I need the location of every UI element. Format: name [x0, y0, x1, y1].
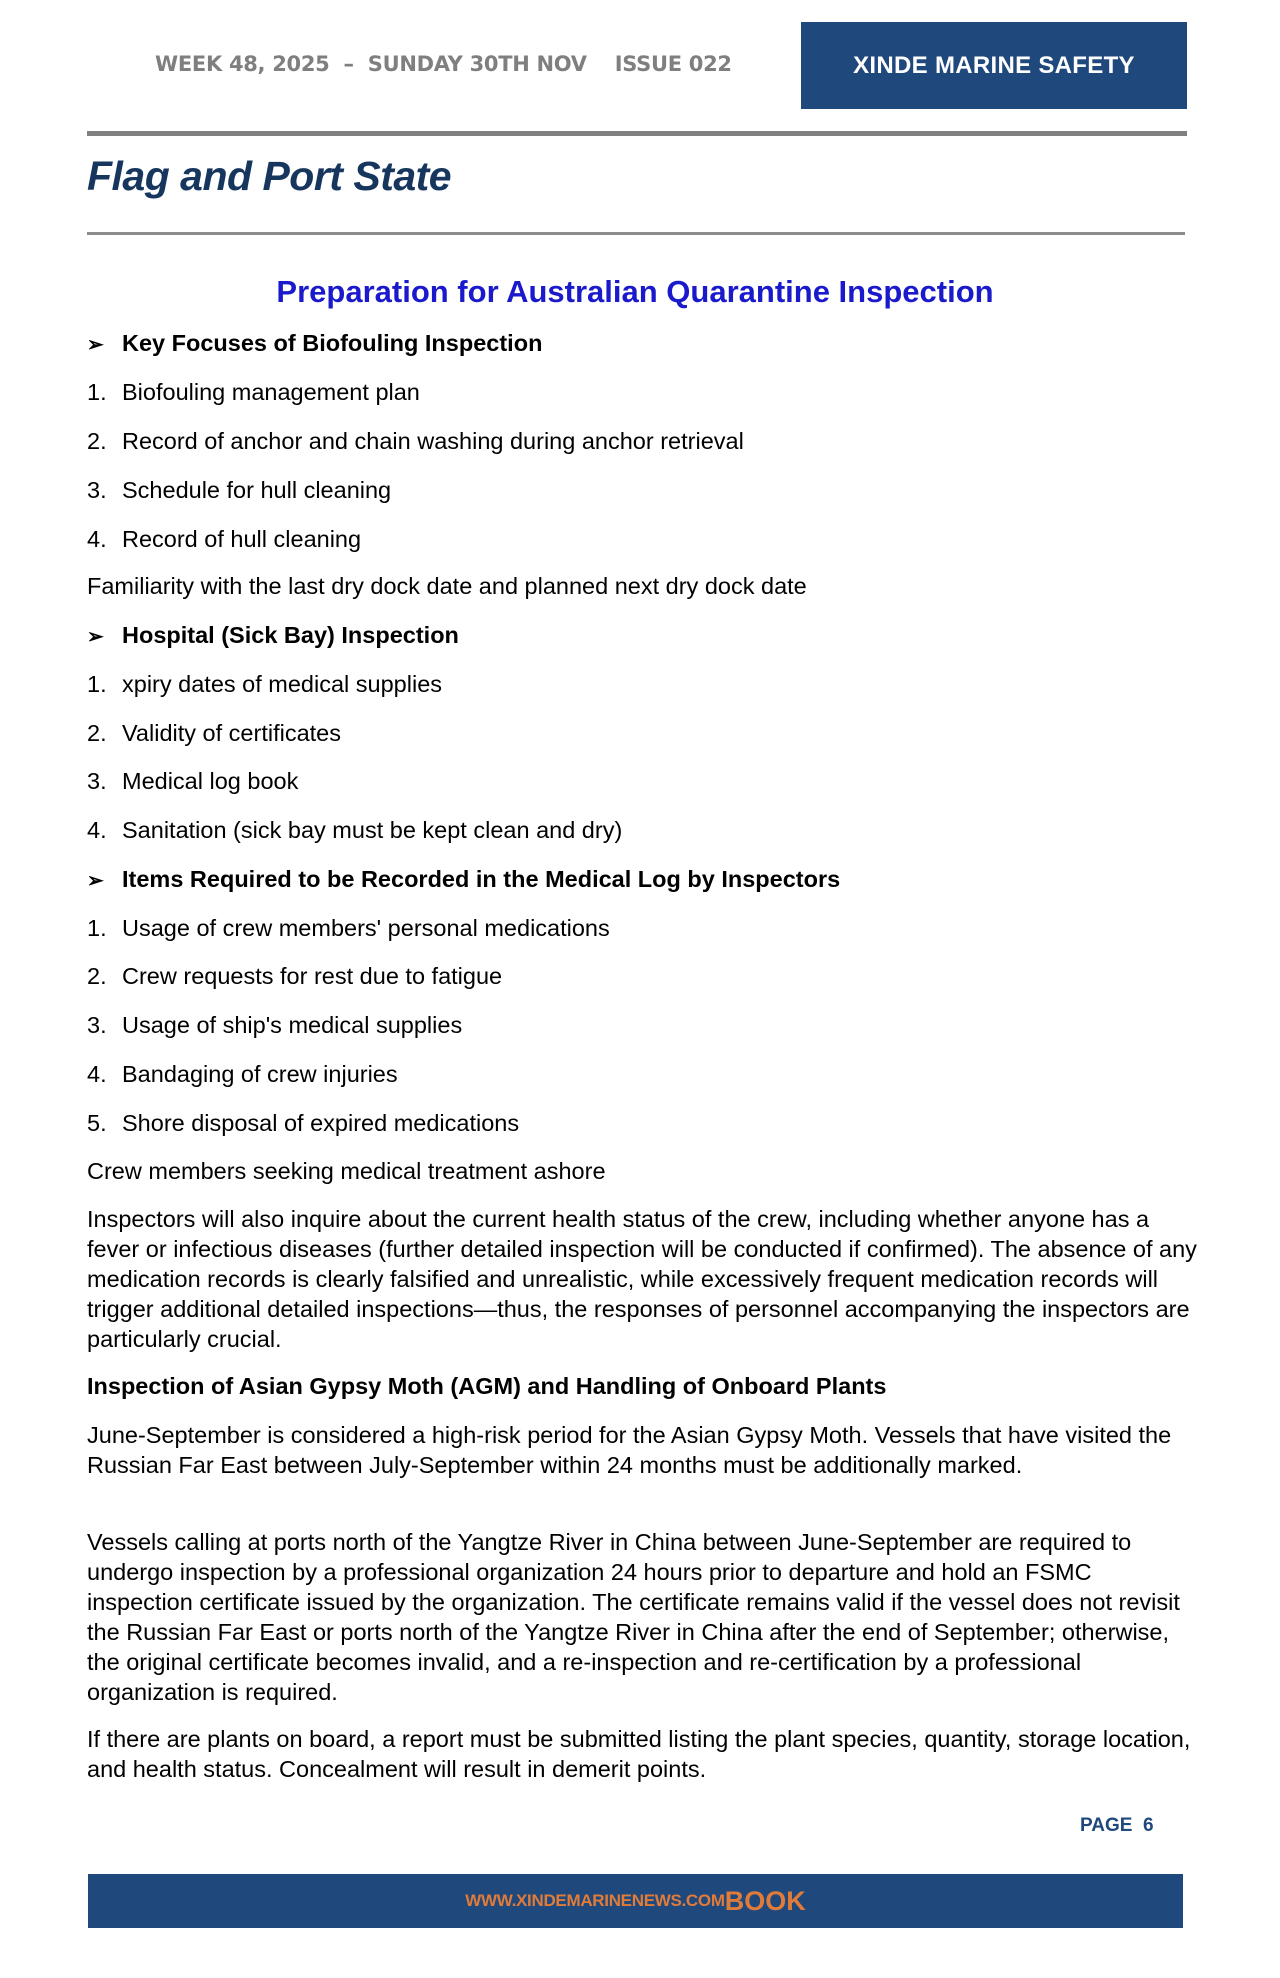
brand-banner: [801, 22, 1187, 109]
list-item: 2. Crew requests for rest due to fatigue: [87, 963, 503, 989]
brand-name: XINDE MARINE SAFETY: [853, 51, 1135, 79]
footer-url-link[interactable]: WWW.XINDEMARINENEWS.COM: [465, 1891, 725, 1910]
arrow-bullet-icon: ➢: [87, 870, 104, 892]
section-heading-hospital: ➢ Hospital (Sick Bay) Inspection: [87, 620, 459, 652]
footer-bar: [88, 1874, 1183, 1928]
section-heading-medical-log: ➢ Items Required to be Recorded in the Medical Log by Inspectors: [87, 864, 840, 896]
list-item: 2. Validity of certificates: [87, 720, 341, 746]
section-heading-biofouling: ➢ Key Focuses of Biofouling Inspection: [87, 328, 542, 360]
list-item: 3. Schedule for hull cleaning: [87, 477, 392, 503]
list-item: 4. Bandaging of crew injuries: [87, 1061, 398, 1087]
arrow-bullet-icon: ➢: [87, 626, 104, 648]
paragraph-health-status: Inspectors will also inquire about the current health status of the crew, including whether anyone has a fever or infectious diseases (further detailed inspection will be conducted if confirmed). The absence of any medication records is clearly falsified and unrealistic, while excessively frequent medication records will trigger additional detailed inspections—thus, the responses of personnel accompanying the inspectors are particularly crucial.: [87, 1206, 1197, 1352]
list-item: 5. Shore disposal of expired medications: [87, 1110, 520, 1136]
arrow-bullet-icon: ➢: [87, 334, 104, 356]
page-number: PAGE 6: [1080, 1815, 1154, 1836]
list-item: 3. Usage of ship's medical supplies: [87, 1012, 463, 1038]
agm-heading: Inspection of Asian Gypsy Moth (AGM) and Handling of Onboard Plants: [87, 1373, 887, 1399]
issue-line: WEEK 48, 2025 – SUNDAY 30TH NOV ISSUE 022: [155, 52, 732, 76]
list-item: 4. Record of hull cleaning: [87, 526, 362, 552]
list-item: 4. Sanitation (sick bay must be kept clean and dry): [87, 817, 623, 843]
footer-book-label: BOOK: [724, 1885, 806, 1916]
list-item: 1. Usage of crew members' personal medications: [87, 915, 610, 941]
section-note: Crew members seeking medical treatment ashore: [87, 1158, 606, 1184]
list-item: 1. xpiry dates of medical supplies: [87, 671, 443, 697]
section-divider: [87, 232, 1185, 235]
article-title: Preparation for Australian Quarantine Inspection: [276, 274, 994, 309]
paragraph-agm-period: June-September is considered a high-risk period for the Asian Gypsy Moth. Vessels that have visited the Russian Far East between July-September within 24 months must be additionally marked.: [87, 1422, 1172, 1478]
paragraph-plants: If there are plants on board, a report must be submitted listing the plant species, quantity, storage location, and health status. Concealment will result in demerit points.: [87, 1726, 1191, 1782]
section-note: Familiarity with the last dry dock date and planned next dry dock date: [87, 573, 807, 599]
list-item: 1. Biofouling management plan: [87, 379, 420, 405]
list-item: 3. Medical log book: [87, 768, 299, 794]
list-item: 2. Record of anchor and chain washing during anchor retrieval: [87, 428, 744, 454]
paragraph-agm-certificate: Vessels calling at ports north of the Yangtze River in China between June-September are required to undergo inspection by a professional organization 24 hours prior to departure and hold an FSMC inspection certificate issued by the organization. The certificate remains valid if the vessel does not revisit the Russian Far East or ports north of the Yangtze River in China after the end of September; otherwise, the original certificate becomes invalid, and a re-inspection and re-certification by a professional organization is required.: [87, 1529, 1180, 1705]
top-divider: [87, 131, 1187, 136]
section-title: Flag and Port State: [87, 153, 452, 199]
